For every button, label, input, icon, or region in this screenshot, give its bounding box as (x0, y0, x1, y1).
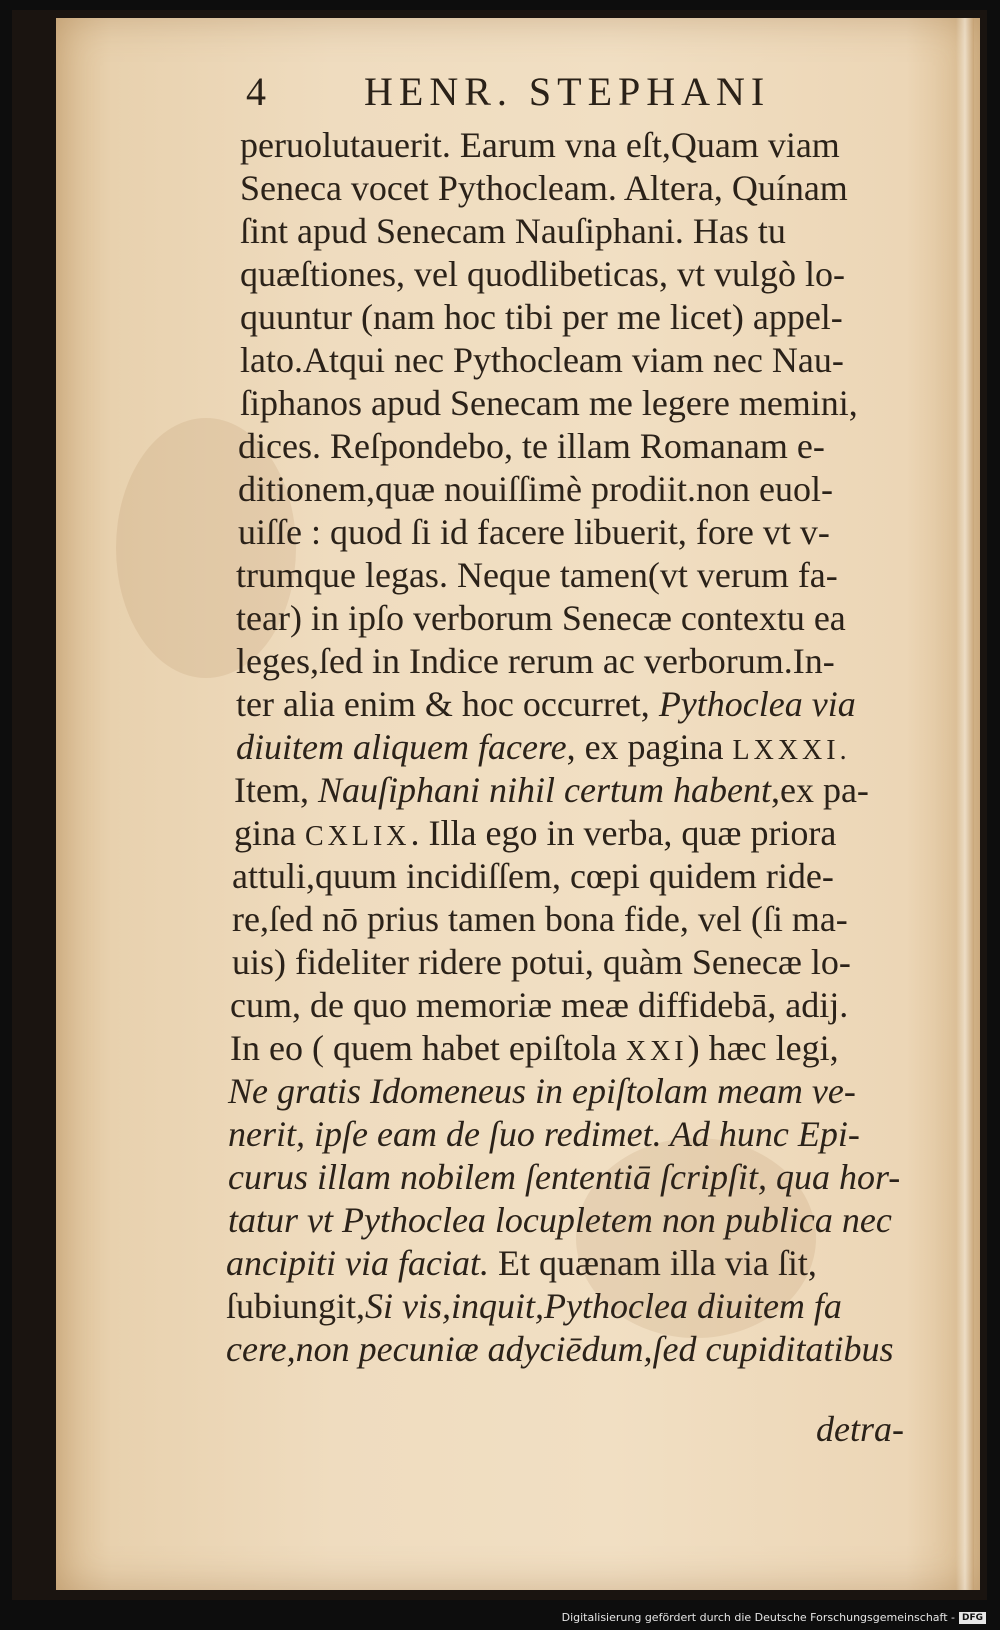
credit-text: Digitalisierung gefördert durch die Deutsche Forschungsgemeinschaft - (561, 1611, 955, 1624)
text-line: lato.Atqui nec Pythocleam viam nec Nau- (240, 340, 844, 380)
text-line: tear) in ipſo verborum Senecæ contextu ea (236, 598, 846, 638)
text-line: ſiphanos apud Senecam me legere memini, (240, 383, 858, 423)
text-span: Item, (234, 770, 318, 810)
text-line: ſint apud Senecam Nauſiphani. Has tu (240, 211, 786, 251)
text-line: attuli,quum incidiſſem, cœpi quidem ride- (232, 856, 834, 896)
dfg-logo: DFG (959, 1612, 986, 1624)
text-line: re,ſed nō prius tamen bona fide, vel (ſi ma- (232, 899, 848, 939)
roman-numeral: CXLIX (304, 821, 411, 852)
text-line: quuntur (nam hoc tibi per me licet) appel- (240, 297, 843, 337)
text-span: , ex pagina (566, 727, 733, 767)
text-line (236, 683, 856, 725)
text-span: Et quænam illa via ſit, (488, 1243, 817, 1283)
text-span: ,ex pa- (770, 770, 869, 810)
text-span: ) hæc legi, (687, 1028, 839, 1068)
text-line: uis) fideliter ridere potui, quàm Senecæ lo- (232, 942, 851, 982)
text-line: cum, de quo memoriæ meæ diffidebā, adij. (230, 985, 849, 1025)
text-span: ter alia enim & hoc occurret, (236, 684, 659, 724)
catchword: detra- (816, 1409, 904, 1449)
text-line (234, 812, 836, 858)
text-line (236, 726, 851, 772)
italic-line: Ne gratis Idomeneus in epiſtolam meam ve- (228, 1071, 856, 1111)
page-number: 4 (246, 69, 266, 114)
text-line (230, 1027, 839, 1073)
italic-span: ancipiti via faciat. (226, 1243, 489, 1283)
running-title: HENR. STEPHANI (364, 69, 771, 114)
italic-span: diuitem aliquem facere (236, 727, 567, 767)
text-span: . Illa ego in verba, quæ priora (410, 813, 837, 853)
text-span: gina (234, 813, 305, 853)
text-line: quæſtiones, vel quodlibeticas, vt vulgò lo- (240, 254, 845, 294)
body-text (56, 124, 980, 1474)
page-header (246, 68, 966, 118)
digitization-credit (562, 1611, 986, 1624)
book-page (56, 18, 980, 1590)
italic-span: Pythoclea via (658, 684, 856, 724)
text-line: uiſſe : quod ſi id facere libuerit, fore vt v- (238, 512, 830, 552)
text-line: peruolutauerit. Earum vna eſt,Quam viam (240, 125, 840, 165)
text-span: In eo ( quem habet epiſtola (230, 1028, 626, 1068)
text-line (234, 769, 869, 811)
roman-numeral: LXXXI. (732, 735, 851, 766)
roman-numeral: XXI (625, 1036, 688, 1067)
italic-line: cere,non pecuniæ adyciēdum,ſed cupiditatibus (226, 1329, 894, 1369)
italic-span: Si vis,inquit,Pythoclea diuitem fa (365, 1286, 842, 1326)
italic-line: curus illam nobilem ſententiā ſcripſit, qua hor- (228, 1157, 901, 1197)
text-line: ditionem,quæ nouiſſimè prodiit.non euol- (238, 469, 833, 509)
text-line: Seneca vocet Pythocleam. Altera, Quínam (240, 168, 848, 208)
italic-line: nerit, ipſe eam de ſuo redimet. Ad hunc Epi- (228, 1114, 860, 1154)
text-line: dices. Reſpondebo, te illam Romanam e- (238, 426, 825, 466)
text-line: trumque legas. Neque tamen(vt verum fa- (236, 555, 838, 595)
text-line (226, 1285, 842, 1327)
text-line: leges,ſed in Indice rerum ac verborum.In- (236, 641, 835, 681)
italic-span: Nauſiphani nihil certum habent (317, 770, 771, 810)
italic-line: tatur vt Pythoclea locupletem non publica nec (228, 1200, 892, 1240)
text-span: ſubiungit, (226, 1286, 366, 1326)
text-line (226, 1242, 817, 1284)
